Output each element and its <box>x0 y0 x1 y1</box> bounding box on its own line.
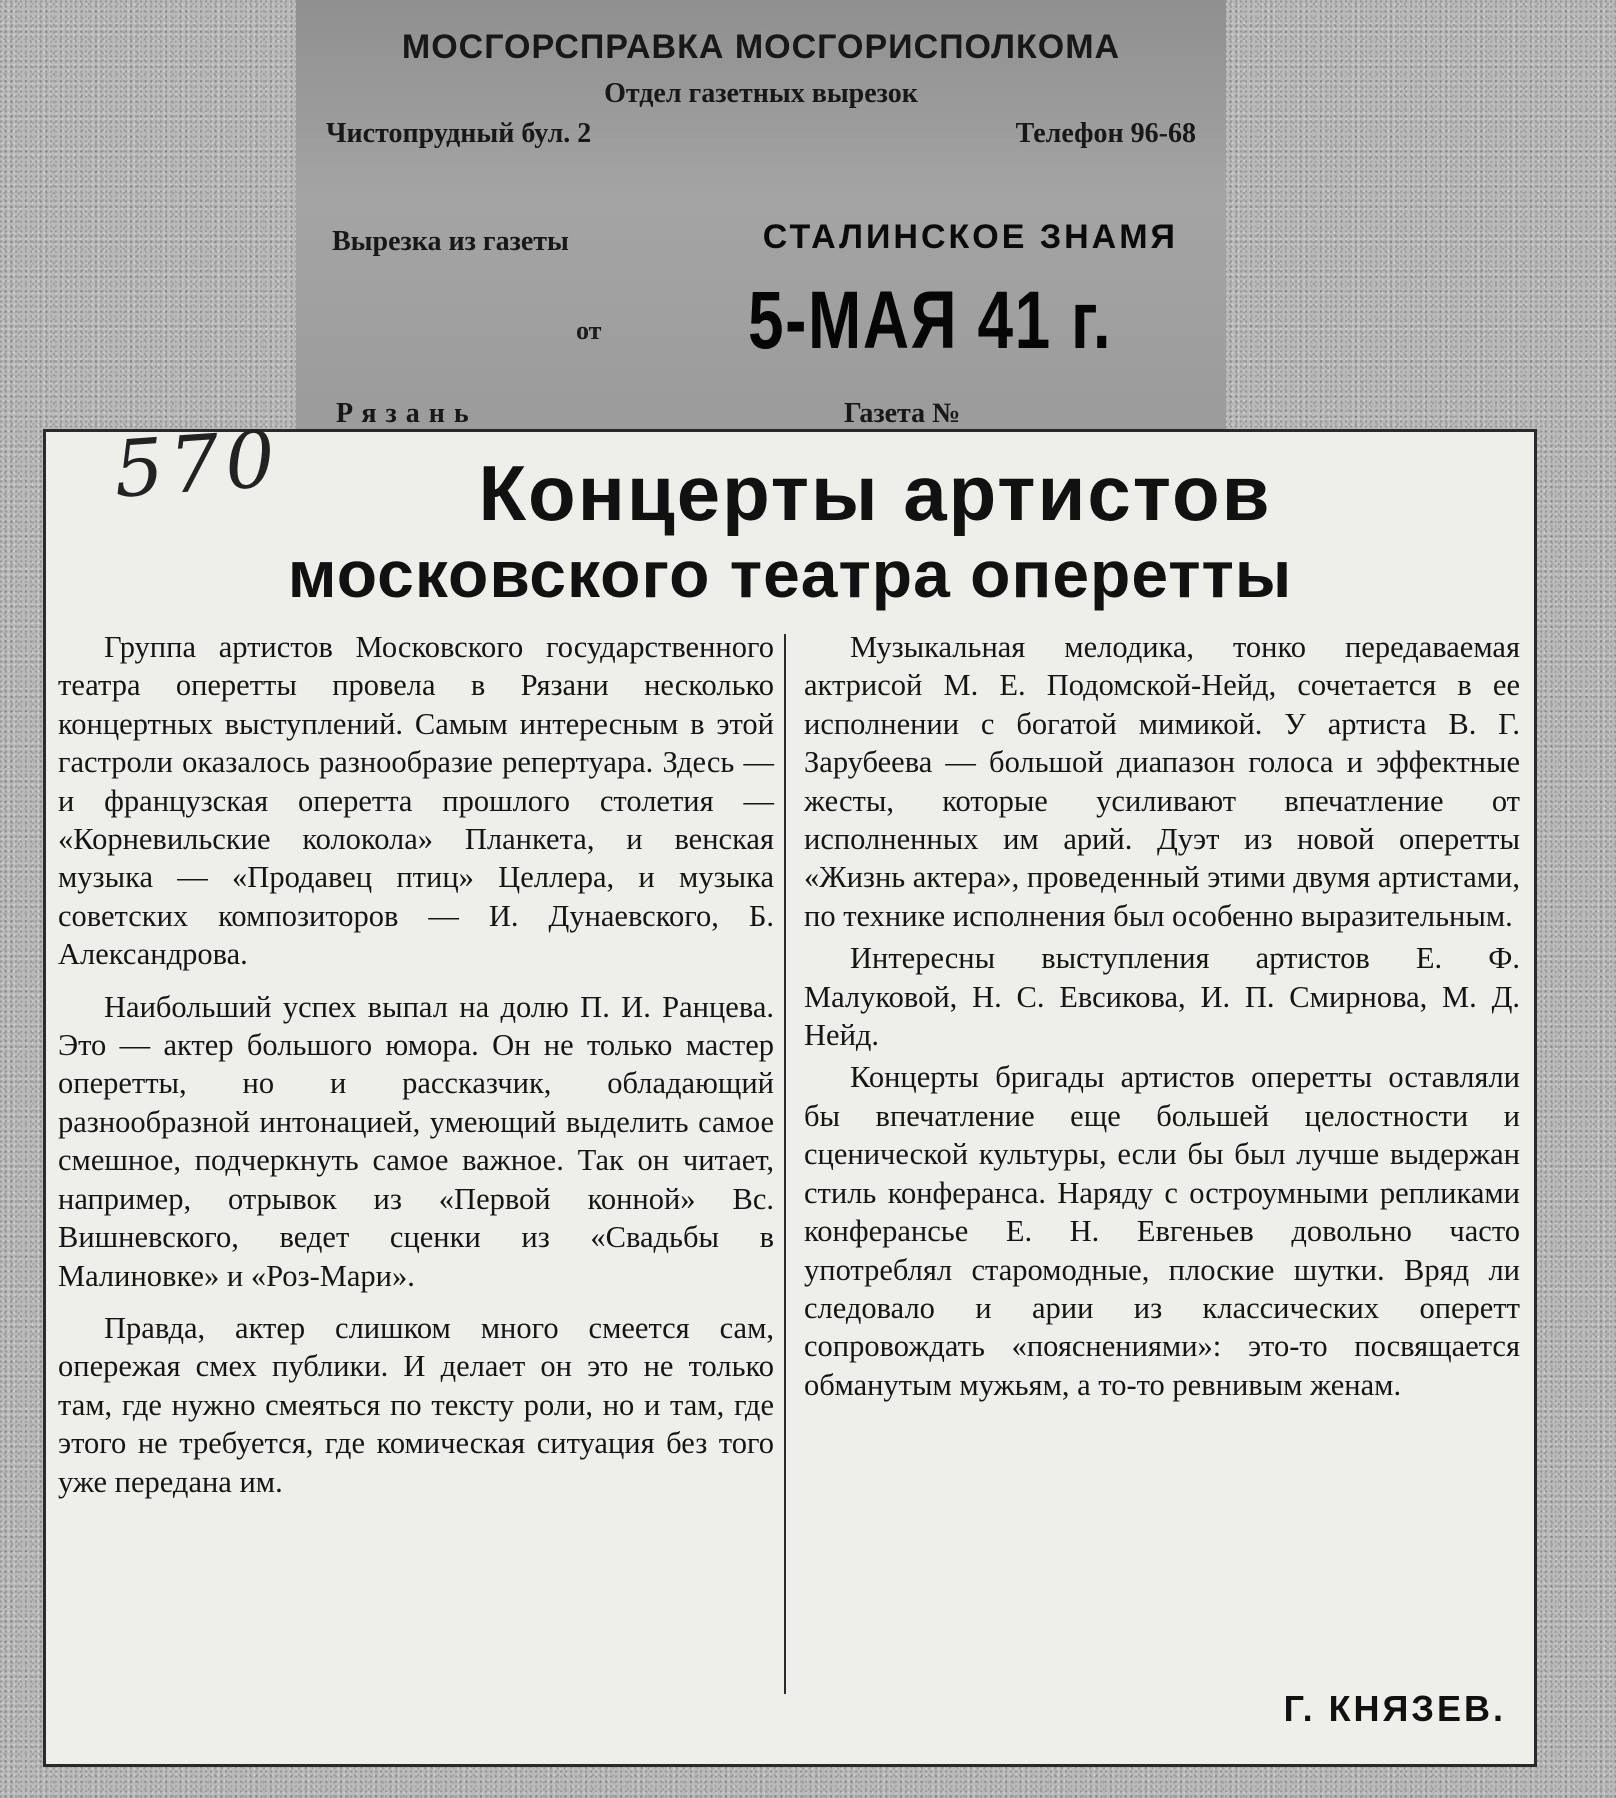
stamp-newspaper-name: СТАЛИНСКОЕ ЗНАМЯ <box>762 218 1178 256</box>
paragraph: Группа артистов Московского государственного театра оперетты провела в Рязани несколько концертных выступлений. Самым интересным в этой гастроли оказалось разнообразие репертуара. Здесь — и французская оперетта прошлого столетия — «Корневильские колокола» Планкета, и венская музыка — «Продавец птиц» Целлера, и музыка советских композиторов — И. Дунаевского, Б. Александрова. <box>58 630 774 972</box>
stamp-city: Рязань <box>336 398 478 429</box>
paragraph: Наибольший успех выпал на долю П. И. Ранцева. Это — актер большого юмора. Он не только мастер оперетты, но и рассказчик, обладающий разнообразной интонацией, умеющий выделить самое смешное, подчеркнуть самое важное. Так он читает, например, отрывок из «Первой конной» Вс. Вишневского, ведет сценки из «Свадьбы в Малиновке» и «Роз-Мари». <box>58 989 774 1293</box>
article-title-line1: Концерты артистов <box>478 449 1272 537</box>
stamp-address: Чистопрудный бул. 2 <box>326 118 592 149</box>
archive-stamp <box>296 0 1226 440</box>
stamp-department: Отдел газетных вырезок <box>604 78 918 109</box>
author-signature: Г. КНЯЗЕВ. <box>1283 1688 1506 1729</box>
stamp-date: 5-МАЯ 41 г. <box>748 275 1113 366</box>
stamp-issue-label: Газета № <box>844 398 961 429</box>
paragraph: Концерты бригады артистов оперетты оставляли бы впечатление еще большей целостности и сценической культуры, если бы был лучше выдержан стиль конферанса. Наряду с остроумными репликами конферансье Е. Н. Евгеньев довольно часто употреблял старомодные, плоские шутки. Вряд ли следовало и арии из классических оперетт сопровождать «пояснениями»: это-то посвящается обманутым мужьям, а то-то ревнивым женам. <box>804 1060 1520 1402</box>
paragraph: Интересны выступления артистов Е. Ф. Малуковой, Н. С. Евсикова, И. П. Смирнова, М. Д. Нейд. <box>804 941 1520 1053</box>
paragraph: Музыкальная мелодика, тонко передаваемая актрисой М. Е. Подомской-Нейд, сочетается в ее исполнении с богатой мимикой. У артиста В. Г. Зарубеева — большой диапазон голоса и эффектные жесты, которые усиливают впечатление от исполненных им арий. Дуэт из новой оперетты «Жизнь актера», проведенный этими двумя артистами, по технике исполнения был особенно выразительным. <box>804 630 1520 933</box>
handwritten-note: 570 <box>111 414 284 516</box>
stamp-phone: Телефон 96-68 <box>1015 118 1196 149</box>
article-body <box>58 628 1520 1734</box>
left-column <box>58 628 784 1734</box>
stamp-office: МОСГОРСПРАВКА МОСГОРИСПОЛКОМА <box>401 28 1121 66</box>
paragraph: Правда, актер слишком много смеется сам, опережая смех публики. И делает он это не только там, где нужно смеяться по тексту роли, но и там, где этого не требуется, где комическая ситуация без того уже передана им. <box>58 1310 774 1499</box>
article-title-line2: московского театра оперетты <box>287 537 1293 611</box>
stamp-clip-label: Вырезка из газеты <box>332 226 569 257</box>
right-column <box>786 628 1520 1734</box>
newspaper-clipping <box>46 414 1534 1764</box>
stamp-from-label: от <box>576 316 602 345</box>
